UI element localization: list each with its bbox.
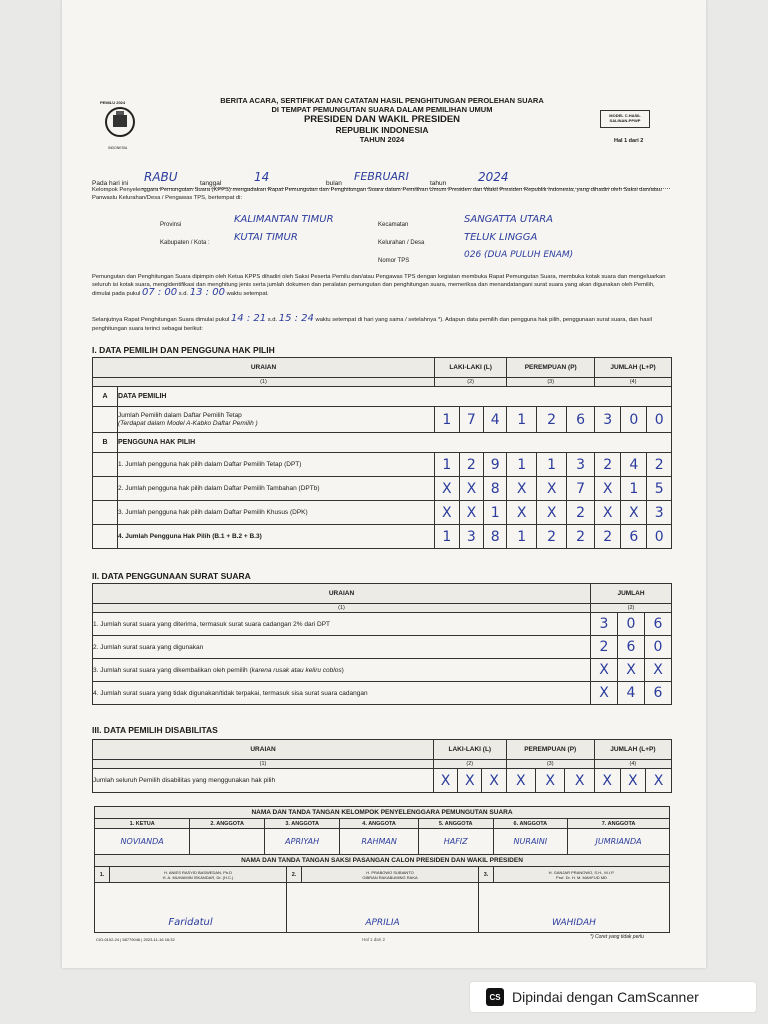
s1-r1-l0: 1	[435, 453, 460, 477]
intro-text: Kelompok Penyelenggara Pemungutan Suara (KPPS) mengadakan Rapat Pemungutan dan Penghitungan Suara dalam Pemilihan Umum Presiden dan Wakil Presiden Republik Indonesia, yang dihadiri oleh Saksi dan/atau Panwaslu Kelurahan/Desa / Pengawas TPS, bertempat di:	[92, 187, 662, 201]
saksi-c2b: GIBRAN RAKABUMING RAKA	[362, 874, 418, 880]
s1-r4-j0: 2	[595, 525, 621, 549]
section1-title: I. DATA PEMILIH DAN PENGGUNA HAK PILIH	[92, 345, 275, 355]
hari-value: RABU	[144, 170, 178, 184]
s1-r4-j1: 6	[621, 525, 647, 549]
s1-r2-j1: 1	[621, 477, 647, 501]
kpps-sign-1: NOVIANDA	[95, 829, 190, 855]
tps-value: 026 (DUA PULUH ENAM)	[464, 250, 574, 260]
s2-r3-2: X	[645, 659, 672, 682]
s3-n3: (3)	[506, 760, 594, 769]
s1-col-j: JUMLAH (L+P)	[595, 358, 672, 378]
model-box: MODEL C.HASIL SALINAN-PPWP	[600, 110, 650, 128]
s3-p2: X	[565, 769, 594, 793]
s1-r2-j0: X	[595, 477, 621, 501]
saksi-c1a: H. ANIES RASYID BASWEDAN, Ph.D	[163, 869, 233, 875]
camscanner-badge	[470, 982, 756, 1012]
doc-code: CIO-0102-24 | 58779046 | 2023-11-16 16:32	[96, 937, 175, 942]
bulan-label: bulan	[326, 180, 342, 187]
s2-r3c: )	[341, 666, 344, 674]
section3-table	[92, 739, 672, 793]
doc-note: *) Coret yang tidak perlu	[590, 934, 644, 940]
s1-r1-p0: 1	[507, 453, 537, 477]
s1-r0-p2: 6	[567, 407, 595, 433]
tanggal-value: 14	[254, 170, 270, 184]
s2-r3b: karena rusak atau keliru coblos	[251, 666, 342, 674]
location-block	[92, 212, 672, 272]
para2b-text: waktu setempat di hari yang sama / setelahnya *). Adapun data pemilih dan pengguna hak pilih, penggunaan surat suara, dan hasil penghitungan suara terinci sebagai berikut:	[92, 317, 652, 332]
s2-r1-label: 1. Jumlah surat suara yang diterima, termasuk surat suara cadangan 2% dari DPT	[93, 613, 591, 636]
sd-label-2: s.d.	[267, 317, 278, 323]
s1-r0-p1: 2	[537, 407, 567, 433]
s1-r4-p1: 2	[537, 525, 567, 549]
s3-col-l: LAKI-LAKI (L)	[434, 740, 507, 760]
s1-r3-p1: X	[537, 501, 567, 525]
s1-r3-l2: 1	[484, 501, 507, 525]
s1-r0-l0: 1	[435, 407, 460, 433]
saksi-n2: 2.	[287, 867, 302, 883]
tps-label: Nomor TPS	[378, 258, 410, 264]
end-time-1: 13 : 00	[189, 287, 225, 298]
kpps-role-7: 7. ANGGOTA	[568, 819, 670, 829]
s1-r1-j0: 2	[595, 453, 621, 477]
s1-b2-label: 2. Jumlah pengguna hak pilih dalam Daftar Pemilih Tambahan (DPTb)	[118, 477, 435, 501]
s1-a-title: DATA PEMILIH	[118, 387, 672, 407]
s2-n2: (2)	[591, 604, 672, 613]
s3-l1: X	[458, 769, 482, 793]
saksi-n1: 1.	[95, 867, 110, 883]
saksi-c1b: H. A. MUHAIMIN ISKANDAR, Dr. (H.C.)	[162, 874, 234, 880]
camscanner-icon: CS	[486, 988, 504, 1006]
para2a-text: Selanjutnya Rapat Penghitungan Suara dimulai pukul	[92, 317, 230, 323]
s1-r3-p2: 2	[567, 501, 595, 525]
para1	[92, 273, 672, 298]
s2-r1-1: 0	[618, 613, 645, 636]
para2	[92, 314, 672, 334]
s2-r2-2: 0	[645, 636, 672, 659]
s1-b: B	[93, 433, 118, 453]
saksi-sign-2: APRILIA	[287, 883, 479, 933]
saksi-sign-3: WAHIDAH	[479, 883, 670, 933]
s3-n2: (2)	[434, 760, 507, 769]
s3-j1: X	[620, 769, 646, 793]
s2-r3-0: X	[591, 659, 618, 682]
section2-title: II. DATA PENGGUNAAN SURAT SUARA	[92, 571, 251, 581]
s2-col-j: JUMLAH	[591, 584, 672, 604]
kelurahan-value: TELUK LINGGA	[464, 232, 538, 243]
kpps-role-6: 6. ANGGOTA	[493, 819, 568, 829]
pada-hari-label: Pada hari ini	[92, 180, 129, 187]
s2-r2-0: 2	[591, 636, 618, 659]
s3-n4: (4)	[594, 760, 671, 769]
kecamatan-value: SANGATTA UTARA	[464, 214, 553, 225]
s1-n2: (2)	[435, 378, 507, 387]
header-line1: BERITA ACARA, SERTIFIKAT DAN CATATAN HASIL PENGHITUNGAN PEROLEHAN SUARA	[220, 96, 544, 105]
saksi-c3b: Prof. Dr. H. M. MAHFUD MD	[556, 874, 607, 880]
s3-col-j: JUMLAH (L+P)	[594, 740, 671, 760]
s2-r4-0: X	[591, 682, 618, 705]
kecamatan-label: Kecamatan	[378, 222, 409, 228]
kpps-sign-3: APRIYAH	[264, 829, 339, 855]
start-time: 07 : 00	[141, 287, 178, 298]
kpps-sign-2	[190, 829, 265, 855]
para1-text: Pemungutan dan Penghitungan Suara dipimpin oleh Ketua KPPS dihadiri oleh Saksi Peserta Pemilu dan/atau Pengawas TPS dengan kegiatan membuka Rapat Pemungutan Suara, membuka kotak suara dan mengeluarkan seluruh isi kotak suara, mengidentifikasi dan menghitung jenis serta jumlah dokumen dan peralatan pemungutan dan penghitungan suara, memeriksa dan menandatangani surat suara yang akan digunakan oleh Pemilih, dimulai pada pukul	[92, 274, 666, 297]
saksi-c2a: H. PRABOWO SUBIANTO	[366, 869, 414, 875]
s3-p1: X	[536, 769, 565, 793]
s2-r3-label	[93, 659, 591, 682]
saksi-c3a: H. GANJAR PRANOWO, S.H., M.I.P.	[548, 869, 615, 875]
s1-r2-p2: 7	[567, 477, 595, 501]
saksi-c1	[110, 867, 287, 883]
s2-col-uraian: URAIAN	[93, 584, 591, 604]
s2-r3-1: X	[618, 659, 645, 682]
s1-r1-j1: 4	[621, 453, 647, 477]
s1-n3: (3)	[507, 378, 595, 387]
s1-r0-j1: 0	[621, 407, 647, 433]
s1-a1-line2: (Terdapat dalam Model A-Kabko Daftar Pemilih )	[118, 419, 258, 427]
count-end: 15 : 24	[278, 313, 314, 324]
s1-r4-j2: 0	[647, 525, 672, 549]
s1-r3-j0: X	[595, 501, 621, 525]
s1-r3-p0: X	[507, 501, 537, 525]
kabupaten-label: Kabupaten / Kota :	[160, 240, 210, 246]
kpps-role-5: 5. ANGGOTA	[418, 819, 493, 829]
s1-r1-p1: 1	[537, 453, 567, 477]
s1-r2-p1: X	[537, 477, 567, 501]
kpps-sign-4: RAHMAN	[340, 829, 419, 855]
pemilu-logo-icon	[102, 100, 138, 150]
s1-b-title: PENGGUNA HAK PILIH	[118, 433, 672, 453]
tahun-value: 2024	[478, 170, 509, 184]
count-start: 14 : 21	[230, 313, 267, 324]
kabupaten-value: KUTAI TIMUR	[234, 232, 298, 243]
s1-r1-j2: 2	[647, 453, 672, 477]
section2-table	[92, 583, 672, 705]
s1-col-p: PEREMPUAN (P)	[507, 358, 595, 378]
s1-r0-l1: 7	[459, 407, 484, 433]
s3-r1-label: Jumlah seluruh Pemilih disabilitas yang menggunakan hak pilih	[93, 769, 434, 793]
s3-col-uraian: URAIAN	[93, 740, 434, 760]
s1-r1-l2: 9	[484, 453, 507, 477]
s2-r1-2: 6	[645, 613, 672, 636]
tahun-label: tahun	[430, 180, 447, 187]
doc-page: Hal 1 dari 2	[362, 937, 386, 942]
s1-r3-l0: X	[435, 501, 460, 525]
s3-l0: X	[434, 769, 458, 793]
provinsi-label: Provinsi	[160, 222, 182, 228]
header-block	[162, 96, 602, 144]
s1-r2-l2: 8	[484, 477, 507, 501]
document-sheet	[62, 0, 706, 968]
header-line3: PRESIDEN DAN WAKIL PRESIDEN	[303, 114, 461, 125]
s1-r0-j0: 3	[595, 407, 621, 433]
s1-r3-l1: X	[459, 501, 484, 525]
header-line4: REPUBLIK INDONESIA	[335, 125, 429, 135]
tanggal-label: tanggal	[200, 180, 222, 187]
s2-r1-0: 3	[591, 613, 618, 636]
s3-j2: X	[646, 769, 672, 793]
saksi-sign-1: Faridatul	[95, 883, 287, 933]
s1-a1-line1: Jumlah Pemilih dalam Daftar Pemilih Tetap	[118, 411, 242, 419]
saksi-title: NAMA DAN TANDA TANGAN SAKSI PASANGAN CALON PRESIDEN DAN WAKIL PRESIDEN	[95, 855, 670, 867]
s1-b1-label: 1. Jumlah pengguna hak pilih dalam Daftar Pemilih Tetap (DPT)	[118, 453, 435, 477]
s1-r3-j1: X	[621, 501, 647, 525]
s2-r3a: 3. Jumlah surat suara yang dikembalikan oleh pemilih (	[93, 666, 252, 674]
s1-r4-l0: 1	[435, 525, 460, 549]
kpps-table	[94, 806, 670, 867]
header-line5: TAHUN 2024	[359, 135, 405, 144]
kpps-title: NAMA DAN TANDA TANGAN KELOMPOK PENYELENGGARA PEMUNGUTAN SUARA	[95, 807, 670, 819]
s2-n1: (1)	[93, 604, 591, 613]
s1-r2-j2: 5	[647, 477, 672, 501]
s1-r2-l0: X	[435, 477, 460, 501]
s1-a: A	[93, 387, 118, 407]
s2-r4-1: 4	[618, 682, 645, 705]
saksi-table	[94, 866, 670, 933]
sd-label-1: s.d.	[178, 291, 189, 297]
s1-r4-p0: 1	[507, 525, 537, 549]
s3-j0: X	[594, 769, 620, 793]
s3-col-p: PEREMPUAN (P)	[506, 740, 594, 760]
s3-p0: X	[506, 769, 535, 793]
kpps-role-1: 1. KETUA	[95, 819, 190, 829]
kpps-sign-7: JUMRIANDA	[568, 829, 670, 855]
waktu-text: waktu setempat.	[226, 291, 269, 297]
s1-r0-l2: 4	[484, 407, 507, 433]
header-line2: DI TEMPAT PEMUNGUTAN SUARA DALAM PEMILIHAN UMUM	[271, 105, 493, 114]
s3-n1: (1)	[93, 760, 434, 769]
kpps-sign-6: NURAINI	[493, 829, 568, 855]
s1-n1: (1)	[93, 378, 435, 387]
bulan-value: FEBRUARI	[354, 170, 409, 183]
s1-a1-label	[118, 407, 435, 433]
s1-r0-p0: 1	[507, 407, 537, 433]
s1-n4: (4)	[595, 378, 672, 387]
s1-r0-j2: 0	[647, 407, 672, 433]
s1-r1-p2: 3	[567, 453, 595, 477]
camscanner-label: Dipindai dengan CamScanner	[512, 989, 699, 1005]
s2-r2-1: 6	[618, 636, 645, 659]
saksi-c3	[494, 867, 670, 883]
s1-col-uraian: URAIAN	[93, 358, 435, 378]
s1-r4-l2: 8	[484, 525, 507, 549]
s1-b3-label: 3. Jumlah pengguna hak pilih dalam Daftar Pemilih Khusus (DPK)	[118, 501, 435, 525]
s1-r2-l1: X	[459, 477, 484, 501]
s1-r2-p0: X	[507, 477, 537, 501]
kpps-role-4: 4. ANGGOTA	[340, 819, 419, 829]
logo-text: PEMILU 2024	[100, 100, 126, 105]
s1-col-l: LAKI-LAKI (L)	[435, 358, 507, 378]
s1-b4-label: 4. Jumlah Pengguna Hak Pilih (B.1 + B.2 + B.3)	[118, 525, 435, 549]
kelurahan-label: Kelurahan / Desa	[378, 240, 425, 246]
kpps-sign-5: HAFIZ	[418, 829, 493, 855]
saksi-n3: 3.	[479, 867, 494, 883]
s1-r4-l1: 3	[459, 525, 484, 549]
provinsi-value: KALIMANTAN TIMUR	[234, 214, 334, 225]
kpps-role-3: 3. ANGGOTA	[264, 819, 339, 829]
s2-r4-2: 6	[645, 682, 672, 705]
s2-r2-label: 2. Jumlah surat suara yang digunakan	[93, 636, 591, 659]
page-label: Hal 1 dari 2	[614, 138, 644, 144]
saksi-c2	[302, 867, 479, 883]
s3-l2: X	[482, 769, 506, 793]
s1-r4-p2: 2	[567, 525, 595, 549]
s2-r4-label: 4. Jumlah surat suara yang tidak digunakan/tidak terpakai, termasuk sisa surat suara cadangan	[93, 682, 591, 705]
section3-title: III. DATA PEMILIH DISABILITAS	[92, 725, 218, 735]
s1-r1-l1: 2	[459, 453, 484, 477]
logo-sub: INDONESIA	[108, 146, 128, 150]
kpps-role-2: 2. ANGGOTA	[190, 819, 265, 829]
s1-r3-j2: 3	[647, 501, 672, 525]
section1-table	[92, 357, 672, 549]
